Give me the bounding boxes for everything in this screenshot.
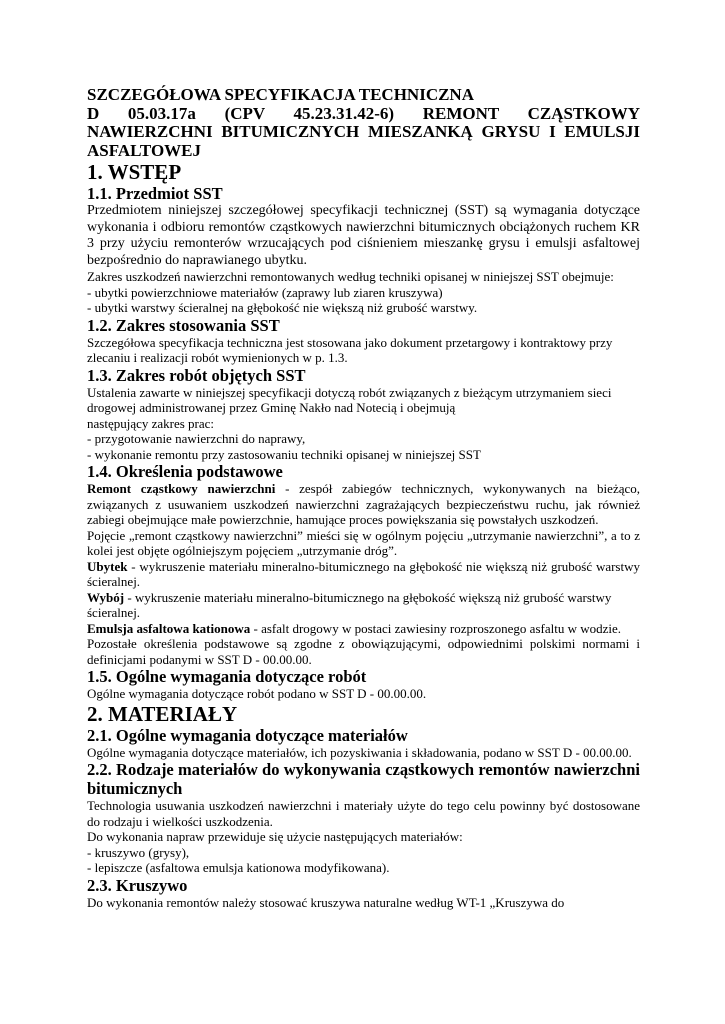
- section-1-2-paragraph: Szczegółowa specyfikacja techniczna jest stosowana jako dokument przetargowy i kontraktowy przy zlecaniu i realizacji robót wymienionych w p. 1.3.: [87, 334, 613, 365]
- section-2-2-paragraph: Technologia usuwania uszkodzeń nawierzchni i materiały użyte do tego celu powinny być dostosowane do rodzaju i wielkości uszkodzenia.: [87, 798, 640, 829]
- definition-remont-note: Pojęcie „remont cząstkowy nawierzchni” mieści się w ogólnym pojęciu „utrzymanie nawierzchni”, a to z kolei jest objęte ogólniejszym pojęciem „utrzymanie dróg”.: [87, 527, 640, 558]
- section-2-3-heading: 2.3. Kruszywo: [87, 875, 188, 895]
- definition-term: Emulsja asfaltowa kationowa: [87, 620, 251, 636]
- section-2-heading: 2. MATERIAŁY: [87, 701, 238, 726]
- section-2-2-intro: Do wykonania napraw przewiduje się użycie następujących materiałów:: [87, 829, 463, 844]
- section-1-5-paragraph: Ogólne wymagania dotyczące robót podano w SST D - 00.00.00.: [87, 686, 427, 701]
- section-1-2-heading: 1.2. Zakres stosowania SST: [87, 315, 280, 335]
- section-1-1-heading: 1.1. Przedmiot SST: [87, 184, 223, 203]
- definition-term: Wybój: [87, 589, 125, 605]
- list-item: - lepiszcze (asfaltowa emulsja kationowa modyfikowana).: [87, 860, 390, 875]
- section-1-5-heading: 1.5. Ogólne wymagania dotyczące robót: [87, 667, 367, 686]
- section-1-1-scope-intro: Zakres uszkodzeń nawierzchni remontowanych według techniki opisanej w niniejszej SST obejmuje:: [87, 269, 614, 284]
- list-item: - przygotowanie nawierzchni do naprawy,: [87, 431, 306, 446]
- section-2-2-heading: 2.2. Rodzaje materiałów do wykonywania cząstkowych remontów nawierzchni bitumicznych: [87, 760, 640, 798]
- section-1-3-paragraph: Ustalenia zawarte w niniejszej specyfikacji dotyczą robót związanych z bieżącym utrzymaniem sieci drogowej administrowanej przez Gminę Nakło nad Notecią i obejmują: [87, 384, 612, 415]
- section-2-1-heading: 2.1. Ogólne wymagania dotyczące materiałów: [87, 725, 408, 745]
- list-item: - ubytki warstwy ścieralnej na głębokość nie większą niż grubość warstwy.: [87, 300, 478, 315]
- section-1-3-heading: 1.3. Zakres robót objętych SST: [87, 365, 306, 385]
- definition-term: Ubytek: [87, 558, 128, 574]
- section-1-1-paragraph: Przedmiotem niniejszej szczegółowej specyfikacji technicznej (SST) są wymagania dotyczące wykonania i odbioru remontów cząstkowych nawierzchni bitumicznych obciążonych ruchem KR 3 przy użyciu remonterów wrzucających pod ciśnieniem mieszankę grysu i emulsji asfaltowej bezpośrednio do naprawianego ubytku.: [87, 203, 640, 268]
- list-item: - kruszywo (grysy),: [87, 844, 190, 860]
- list-item: - ubytki powierzchniowe materiałów (zaprawy lub ziaren kruszywa): [87, 284, 443, 300]
- definition-text: - wykruszenie materiału mineralno-bitumicznego na głębokość większą niż grubość warstwy ścieralnej.: [87, 589, 612, 620]
- section-1-4-heading: 1.4. Określenia podstawowe: [87, 462, 283, 481]
- definition-text: - zespół zabiegów technicznych, wykonywanych na bieżąco, związanych z usuwaniem uszkodzeń nawierzchni zagrażających bezpieczeństwu ruchu, jak również zabiegi obejmujące małe powierzchnie, hamujące proces powiększania się powstałych uszkodzeń.: [87, 481, 641, 527]
- section-2-1-paragraph: Ogólne wymagania dotyczące materiałów, ich pozyskiwania i składowania, podano w SST D - 00.00.00.: [87, 744, 632, 760]
- definition-wyboj: [87, 590, 640, 621]
- section-2-3-paragraph: Do wykonania remontów należy stosować kruszywa naturalne według WT-1 „Kruszywa do: [87, 894, 565, 910]
- section-1-3-paragraph-cont: następujący zakres prac:: [87, 415, 215, 431]
- definition-text: - wykruszenie materiału mineralno-bitumicznego na głębokość nie większą niż grubość warstwy ścieralnej.: [87, 558, 640, 589]
- doc-title-line1: SZCZEGÓŁOWA SPECYFIKACJA TECHNICZNA: [87, 85, 474, 104]
- definitions-other: Pozostałe określenia podstawowe są zgodne z obowiązującymi, odpowiednimi polskimi normami i definicjami podanymi w SST D - 00.00.00.: [87, 636, 640, 667]
- definition-ubytek: [87, 559, 640, 590]
- doc-title-line2: D 05.03.17a (CPV 45.23.31.42-6) REMONT CZĄSTKOWY NAWIERZCHNI BITUMICZNYCH MIESZANKĄ GRYSU I EMULSJI ASFALTOWEJ: [87, 103, 640, 160]
- list-item: - wykonanie remontu przy zastosowaniu techniki opisanej w niniejszej SST: [87, 446, 481, 462]
- document-page: [87, 86, 640, 910]
- definition-remont: [87, 481, 640, 528]
- definition-text: - asfalt drogowy w postaci zawiesiny rozproszonego asfaltu w wodzie.: [250, 620, 621, 636]
- definition-emulsja: [87, 621, 640, 637]
- section-1-heading: 1. WSTĘP: [87, 160, 182, 184]
- definition-term: Remont cząstkowy nawierzchni: [87, 481, 276, 496]
